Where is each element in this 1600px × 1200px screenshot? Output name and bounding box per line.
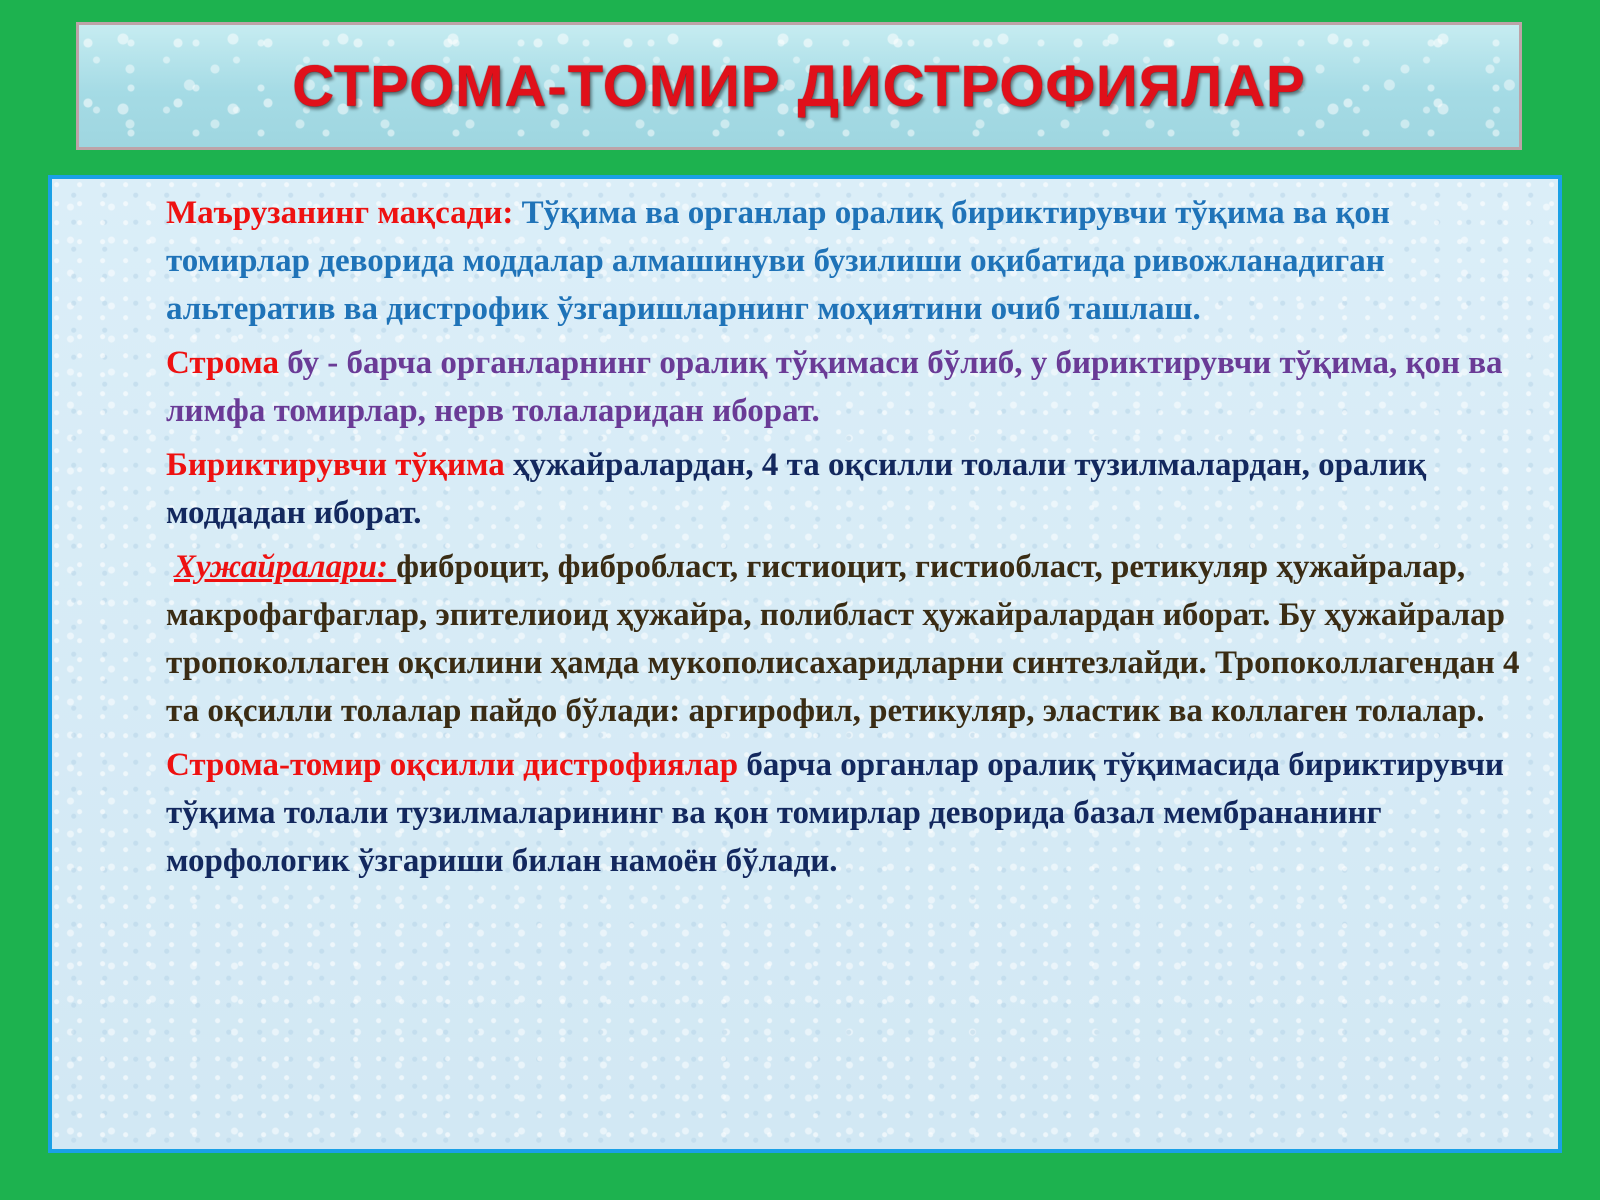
slide-title: СТРОМА-ТОМИР ДИСТРОФИЯЛАР: [292, 53, 1306, 119]
dystrophy-label: Строма-томир оқсилли дистрофиялар: [166, 747, 739, 783]
stroma-label: Строма: [166, 345, 279, 381]
cells-paragraph: [166, 543, 1538, 735]
goal-text: Тўқима ва органлар оралиқ бириктирувчи тўқима ва қон томирлар деворида моддалар алмашинуви бузилиши оқибатида ривожланадиган альтератив ва дистрофик ўзгаришларнинг моҳиятини очиб ташлаш.: [166, 195, 1390, 327]
connective-label: Бириктирувчи тўқима: [166, 447, 505, 483]
connective-text: ҳужайралардан, 4 та оқсилли толали тузилмалардан, оралиқ моддадан иборат.: [166, 447, 1427, 531]
stroma-text: бу - барча органларнинг оралиқ тўқимаси бўлиб, у бириктирувчи тўқима, қон ва лимфа томирлар, нерв толаларидан иборат.: [166, 345, 1503, 429]
dystrophy-paragraph: [166, 741, 1538, 885]
goal-label: Маърузанинг мақсади:: [166, 195, 514, 231]
dystrophy-text: барча органлар оралиқ тўқимасида бириктирувчи тўқима толали тузилмаларининг ва қон томирлар деворида базал мембрананинг морфологик ўзгариши билан намоён бўлади.: [166, 747, 1504, 879]
stroma-paragraph: [166, 339, 1538, 435]
text-block: [166, 189, 1538, 891]
goal-paragraph: [166, 189, 1538, 333]
title-banner: [76, 22, 1522, 150]
cells-text: фиброцит, фибробласт, гистиоцит, гистиобласт, ретикуляр ҳужайралар, макрофагфаглар, эпителиоид ҳужайра, полибласт ҳужайралардан иборат. Бу ҳужайралар тропоколлаген оқсилини ҳамда мукополисахаридларни синтезлайди. Тропоколлагендан 4 та оқсилли толалар пайдо бўлади: аргирофил, ретикуляр, эластик ва коллаген толалар.: [166, 549, 1520, 729]
cells-label: Хужайралари:: [174, 549, 397, 585]
content-panel: [48, 175, 1562, 1153]
connective-paragraph: [166, 441, 1538, 537]
